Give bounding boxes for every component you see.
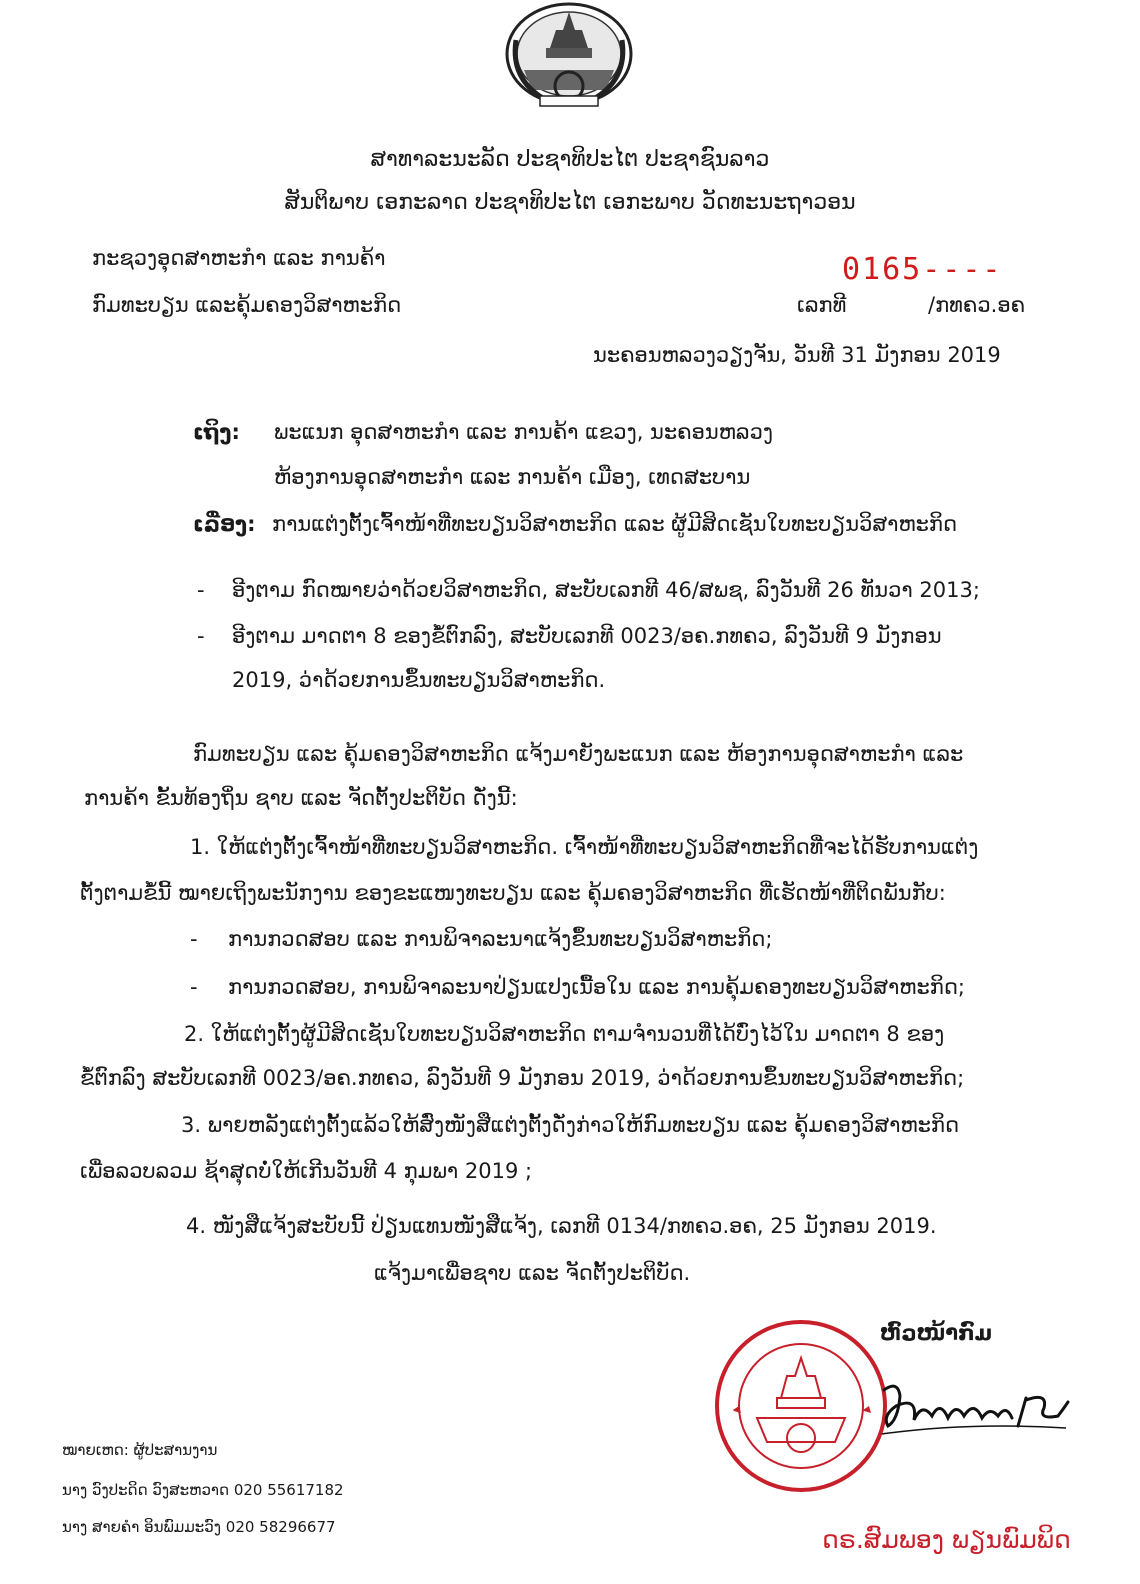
to-label: ເຖິງ:	[193, 420, 240, 444]
handwritten-signature	[878, 1376, 1073, 1448]
national-motto: ສັນຕິພາບ ເອກະລາດ ປະຊາທິປະໄຕ ເອກະພາບ ວັດທະນະຖາວອນ	[284, 190, 856, 215]
reference-dash: -	[197, 624, 205, 648]
date-line: ນະຄອນຫລວງວຽງຈັນ, ວັນທີ 31 ມັງກອນ 2019	[593, 343, 1001, 367]
reference-suffix: /ກທຄວ.ອຄ	[928, 293, 1026, 317]
sub-item-2: ການກວດສອບ, ການພິຈາລະນາປ່ຽນແປງເນື້ອໃນ ແລະ ການຄຸ້ມຄອງທະບຽນວິສາຫະກິດ;	[228, 975, 965, 999]
reference-item-cont: 2019, ວ່າດ້ວຍການຂຶ້ນທະບຽນວິສາຫະກິດ.	[232, 668, 606, 692]
item-2-line-2: ຂໍ້ຕົກລົງ ສະບັບເລກທີ 0023/ອຄ.ກທຄວ, ລົງວັນທີ 9 ມັງກອນ 2019, ວ່າດ້ວຍການຂຶ້ນທະບຽນວິສາຫະກິດ;	[80, 1066, 965, 1090]
department-name: ກົມທະບຽນ ແລະຄຸ້ມຄອງວິສາຫະກິດ	[92, 293, 402, 317]
signatory-title: ຫົວໜ້າກົມ	[880, 1321, 993, 1345]
to-line-2: ຫ້ອງການອຸດສາຫະກຳ ແລະ ການຄ້າ ເມືອງ, ເທດສະບານ	[274, 465, 751, 489]
republic-title: ສາທາລະນະລັດ ປະຊາທິປະໄຕ ປະຊາຊົນລາວ	[370, 147, 770, 172]
national-emblem	[496, 0, 642, 112]
subject-text: ການແຕ່ງຕັ້ງເຈົ້າໜ້າທີ່ທະບຽນວິສາຫະກິດ ແລະ ຜູ້ມີສິດເຊັນໃບທະບຽນວິສາຫະກິດ	[272, 512, 958, 536]
note-contact-2: ນາງ ສາຍຄຳ ອິນພົມມະວົງ 020 58296677	[62, 1518, 336, 1536]
note-heading: ໝາຍເຫດ: ຜູ້ປະສານງານ	[62, 1441, 218, 1459]
to-line-1: ພະແນກ ອຸດສາຫະກຳ ແລະ ການຄ້າ ແຂວງ, ນະຄອນຫລວງ	[274, 420, 773, 444]
item-4-line-1: 4. ໜັງສືແຈ້ງສະບັບນີ້ ປ່ຽນແທນໜັງສືແຈ້ງ, ເລກທີ 0134/ກທຄວ.ອຄ, 25 ມັງກອນ 2019.	[186, 1214, 937, 1238]
note-contact-1: ນາງ ວົງປະດິດ ວົງສະຫວາດ 020 55617182	[62, 1481, 344, 1499]
official-stamp	[713, 1318, 889, 1494]
sub-item-1: ການກວດສອບ ແລະ ການພິຈາລະນາແຈ້ງຂຶ້ນທະບຽນວິສາຫະກິດ;	[228, 927, 773, 951]
subject-label: ເລື່ອງ:	[193, 512, 256, 536]
intro-line-1: ກົມທະບຽນ ແລະ ຄຸ້ມຄອງວິສາຫະກິດ ແຈ້ງມາຍັງພະແນກ ແລະ ຫ້ອງການອຸດສາຫະກຳ ແລະ	[193, 742, 964, 766]
ministry-name: ກະຊວງອຸດສາຫະກຳ ແລະ ການຄ້າ	[92, 246, 386, 270]
item-1-line-2: ຕັ້ງຕາມຂໍ້ນີ້ ໝາຍເຖິງພະນັກງານ ຂອງຂະແໜງທະບຽນ ແລະ ຄຸ້ມຄອງວິສາຫະກິດ ທີ່ເຮັດໜ້າທີ່ຕິດພັນກັບ:	[80, 881, 946, 905]
item-3-line-1: 3. ພາຍຫລັງແຕ່ງຕັ້ງແລ້ວໃຫ້ສົ່ງໜັງສືແຕ່ງຕັ້ງດັ່ງກ່າວໃຫ້ກົມທະບຽນ ແລະ ຄຸ້ມຄອງວິສາຫະກິດ	[181, 1113, 960, 1137]
item-2-line-1: 2. ໃຫ້ແຕ່ງຕັ້ງຜູ້ມີສິດເຊັນໃບທະບຽນວິສາຫະກິດ ຕາມຈຳນວນທີ່ໄດ້ບົ່ງໄວ້ໃນ ມາດຕາ 8 ຂອງ	[184, 1022, 945, 1046]
reference-dash: -	[197, 578, 205, 602]
sub-item-dash: -	[190, 975, 198, 999]
signatory-name: ດຣ.ສົມພອງ ພຽນພົມພິດ	[822, 1525, 1071, 1554]
reference-label: ເລກທີ	[797, 293, 847, 317]
sub-item-dash: -	[190, 927, 198, 951]
reference-item: ອີງຕາມ ມາດຕາ 8 ຂອງຂໍ້ຕົກລົງ, ສະບັບເລກທີ 0023/ອຄ.ກທຄວ, ລົງວັນທີ 9 ມັງກອນ	[232, 624, 942, 648]
closing-line: ແຈ້ງມາເພື່ອຊາບ ແລະ ຈັດຕັ້ງປະຕິບັດ.	[374, 1261, 691, 1285]
item-1-line-1: 1. ໃຫ້ແຕ່ງຕັ້ງເຈົ້າໜ້າທີ່ທະບຽນວິສາຫະກິດ. ເຈົ້າໜ້າທີ່ທະບຽນວິສາຫະກິດທີ່ຈະໄດ້ຮັບການແຕ່ງ	[190, 835, 979, 859]
item-3-line-2: ເພື່ອລວບລວມ ຊ້າສຸດບໍ່ໃຫ້ເກີນວັນທີ 4 ກຸມພາ 2019 ;	[80, 1159, 533, 1183]
reference-item: ອີງຕາມ ກົດໝາຍວ່າດ້ວຍວິສາຫະກິດ, ສະບັບເລກທີ 46/ສພຊ, ລົງວັນທີ 26 ທັນວາ 2013;	[232, 578, 980, 602]
reference-number: 0165----	[842, 252, 1003, 287]
intro-line-2: ການຄ້າ ຂັ້ນທ້ອງຖິ່ນ ຊາບ ແລະ ຈັດຕັ້ງປະຕິບັດ ດັ່ງນີ້:	[84, 786, 518, 810]
